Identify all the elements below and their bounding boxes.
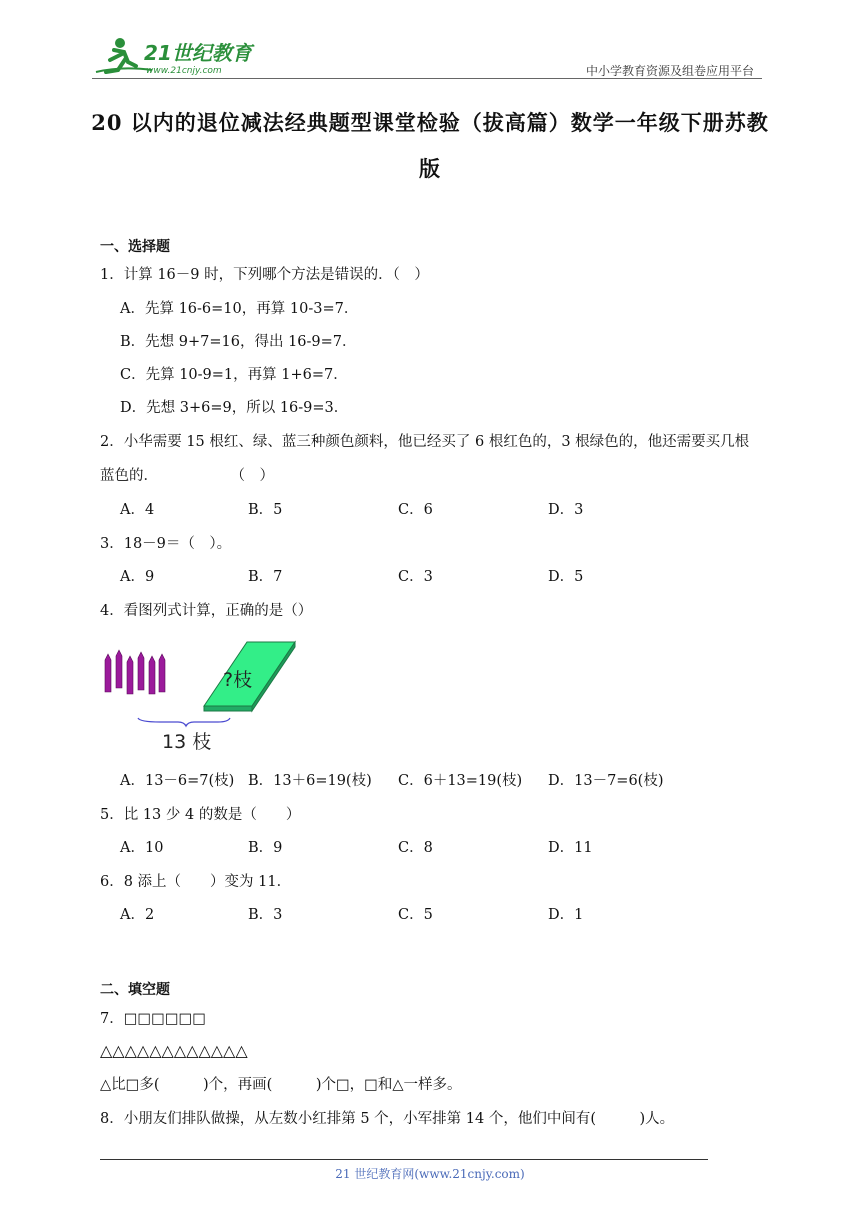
question-6-option-c: C．5 xyxy=(398,907,433,923)
question-1-option-a: A．先算 16-6=10，再算 10-3=7． xyxy=(120,301,359,317)
site-logo xyxy=(92,36,262,76)
question-2-option-b: B．5 xyxy=(248,502,283,518)
pencils-and-box-illustration xyxy=(100,640,300,760)
section-heading-choice: 一、选择题 xyxy=(100,239,170,255)
question-3-stem: 3．18－9＝（ ）。 xyxy=(100,536,232,552)
title-line-2: 版 xyxy=(419,156,441,181)
box-label: ?枝 xyxy=(223,669,253,691)
question-2-option-d: D．3 xyxy=(548,502,584,518)
question-3-option-b: B．7 xyxy=(248,569,283,585)
question-7-line-1: 7．□□□□□□ xyxy=(100,1011,206,1027)
question-1-option-d: D．先想 3+6=9，所以 16-9=3． xyxy=(120,400,349,416)
header-platform-text: 中小学教育资源及组卷应用平台 xyxy=(585,64,754,78)
question-4-option-a: A．13－6=7(枝) xyxy=(120,773,235,789)
pencil-box-icon xyxy=(204,642,295,711)
question-2-stem-continued: 蓝色的． （ ） xyxy=(100,468,274,484)
footer-divider xyxy=(100,1159,708,1160)
question-7-line-3: △比□多( )个，再画( )个□，□和△一样多。 xyxy=(100,1077,462,1093)
header-divider xyxy=(92,78,762,79)
question-3-option-d: D．5 xyxy=(548,569,584,585)
question-4-option-c: C．6＋13=19(枝) xyxy=(398,773,523,789)
pencil-group-icon xyxy=(105,650,165,694)
question-5-option-d: D．11 xyxy=(548,840,593,856)
question-1-stem: 1．计算 16－9 时，下列哪个方法是错误的．（ ） xyxy=(100,267,429,283)
question-5-option-c: C．8 xyxy=(398,840,433,856)
question-6-option-d: D．1 xyxy=(548,907,584,923)
question-3-option-a: A．9 xyxy=(120,569,155,585)
question-6-option-a: A．2 xyxy=(120,907,155,923)
question-2-option-c: C．6 xyxy=(398,502,433,518)
section-heading-fill-in: 二、填空题 xyxy=(100,982,170,998)
question-6-stem: 6．8 添上（ ）变为 11． xyxy=(100,874,292,890)
question-4-figure xyxy=(100,640,300,760)
question-7-triangles: △△△△△△△△△△△△ xyxy=(100,1041,248,1060)
question-6-option-b: B．3 xyxy=(248,907,283,923)
question-1-option-c: C．先算 10-9=1，再算 1+6=7． xyxy=(120,367,348,383)
logo-text: 21世纪教育 xyxy=(144,41,252,65)
title-line-1: 20 以内的退位减法经典题型课堂检验（拔高篇）数学一年级下册苏教 xyxy=(91,110,769,135)
question-5-stem: 5．比 13 少 4 的数是（ ） xyxy=(100,807,301,823)
question-5-option-b: B．9 xyxy=(248,840,283,856)
footer-text: 21 世纪教育网(www.21cnjy.com) xyxy=(335,1167,525,1181)
brace-icon xyxy=(138,718,230,726)
question-5-option-a: A．10 xyxy=(120,840,164,856)
question-3-option-c: C．3 xyxy=(398,569,433,585)
document-title xyxy=(90,100,770,192)
runner-logo-icon xyxy=(92,36,262,76)
question-1-option-b: B．先想 9+7=16，得出 16-9=7． xyxy=(120,334,357,350)
question-4-option-b: B．13＋6=19(枝) xyxy=(248,773,372,789)
question-4-stem: 4．看图列式计算，正确的是（） xyxy=(100,603,313,619)
page-header xyxy=(92,30,762,80)
question-8-stem: 8．小朋友们排队做操，从左数小红排第 5 个，小军排第 14 个，他们中间有( )人。 xyxy=(100,1111,675,1127)
logo-url: www.21cnjy.com xyxy=(146,66,222,76)
question-2-option-a: A．4 xyxy=(120,502,155,518)
total-label: 13 枝 xyxy=(162,731,212,753)
question-2-stem: 2．小华需要 15 根红、绿、蓝三种颜色颜料，他已经买了 6 根红色的，3 根绿色的，他还需要买几根 xyxy=(100,434,750,450)
question-4-option-d: D．13－7=6(枝) xyxy=(548,773,664,789)
